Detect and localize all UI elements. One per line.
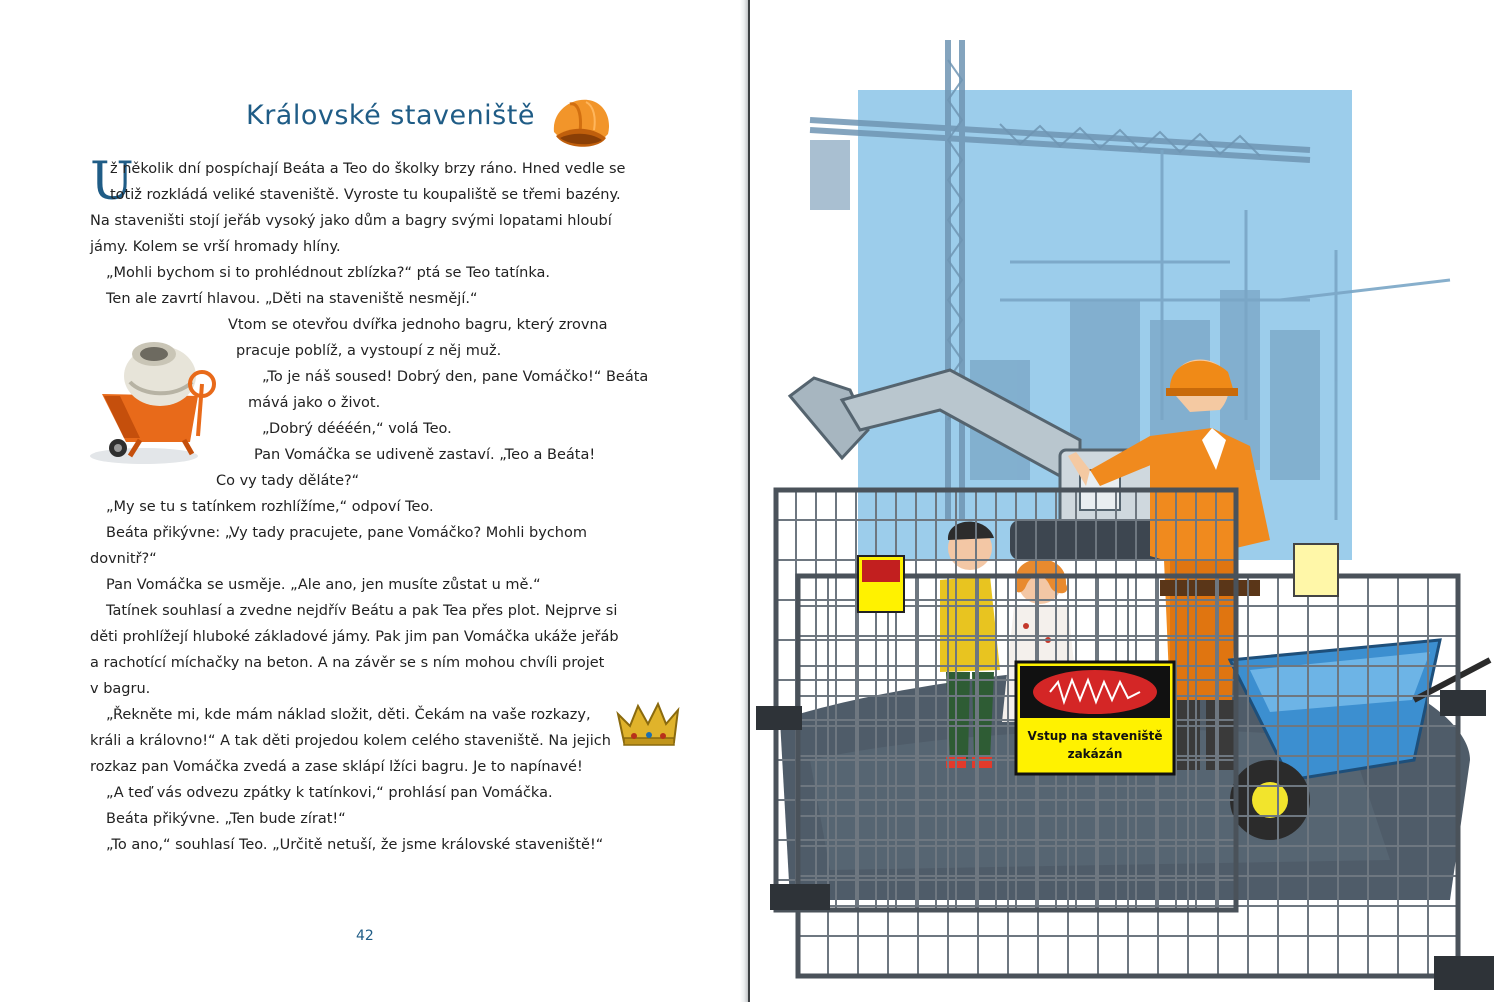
chapter-title: Královské staveniště [246,100,535,131]
sign-text-line2: zakázán [1067,747,1123,761]
cement-mixer-icon [80,330,220,470]
text-line: pracuje poblíž, a vystoupí z něj muž. [236,343,502,359]
text-line: Co vy tady děláte?“ [216,473,360,489]
text-line: dovnitř?“ [90,551,157,567]
sign-text-line1: Vstup na staveniště [1027,729,1163,743]
text-line: mává jako o život. [248,395,381,411]
text-line: děti prohlížejí hluboké základové jámy. Pak jim pan Vomáčka ukáže jeřáb [90,629,619,645]
hard-hat-icon [548,94,614,154]
text-line: Vtom se otevřou dvířka jednoho bagru, který zrovna [228,317,608,333]
text-line: Pan Vomáčka se usměje. „Ale ano, jen musíte zůstat u mě.“ [106,577,541,593]
text-line: Beáta přikývne. „Ten bude zírat!“ [106,811,346,827]
text-line: „My se tu s tatínkem rozhlížíme,“ odpoví Teo. [106,499,434,515]
text-line: v bagru. [90,681,151,697]
text-line: ž několik dní pospíchají Beáta a Teo do školky brzy ráno. Hned vedle se [110,161,626,177]
text-line: Ten ale zavrtí hlavou. „Děti na staveniště nesmějí.“ [106,291,478,307]
text-line: „To je náš soused! Dobrý den, pane Vomáčko!“ Beáta [262,369,649,385]
right-page [750,0,1494,1002]
text-line: „To ano,“ souhlasí Teo. „Určitě netuší, že jsme královské staveniště!“ [106,837,604,853]
text-line: „Řekněte mi, kde mám náklad složit, děti. Čekám na vaše rozkazy, [106,707,591,723]
left-page [0,0,746,1002]
text-line: a rachotící míchačky na beton. A na závěr se s ním mohou chvíli projet [90,655,605,671]
construction-site-illustration [750,0,1494,1002]
crown-icon [612,698,684,750]
page-number: 42 [356,928,374,944]
text-line: Beáta přikývne: „Vy tady pracujete, pane Vomáčko? Mohli bychom [106,525,587,541]
drop-cap: U [90,152,134,212]
text-line: „Dobrý déééén,“ volá Teo. [262,421,452,437]
text-line: „Mohli bychom si to prohlédnout zblízka?“ ptá se Teo tatínka. [106,265,550,281]
text-line: totiž rozkládá veliké staveniště. Vyroste tu koupaliště se třemi bazény. [110,187,621,203]
text-line: Na staveništi stojí jeřáb vysoký jako dům a bagry svými lopatami hloubí [90,213,612,229]
text-line: Tatínek souhlasí a zvedne nejdřív Beátu a pak Tea přes plot. Nejprve si [106,603,618,619]
text-line: rozkaz pan Vomáčka zvedá a zase sklápí lžíci bagru. Je to napínavé! [90,759,583,775]
text-line: „A teď vás odvezu zpátky k tatínkovi,“ prohlásí pan Vomáčka. [106,785,553,801]
text-line: Pan Vomáčka se udiveně zastaví. „Teo a Beáta! [254,447,596,463]
text-line: jámy. Kolem se vrší hromady hlíny. [90,239,341,255]
text-line: králi a královno!“ A tak děti projedou kolem celého staveniště. Na jejich [90,733,611,749]
